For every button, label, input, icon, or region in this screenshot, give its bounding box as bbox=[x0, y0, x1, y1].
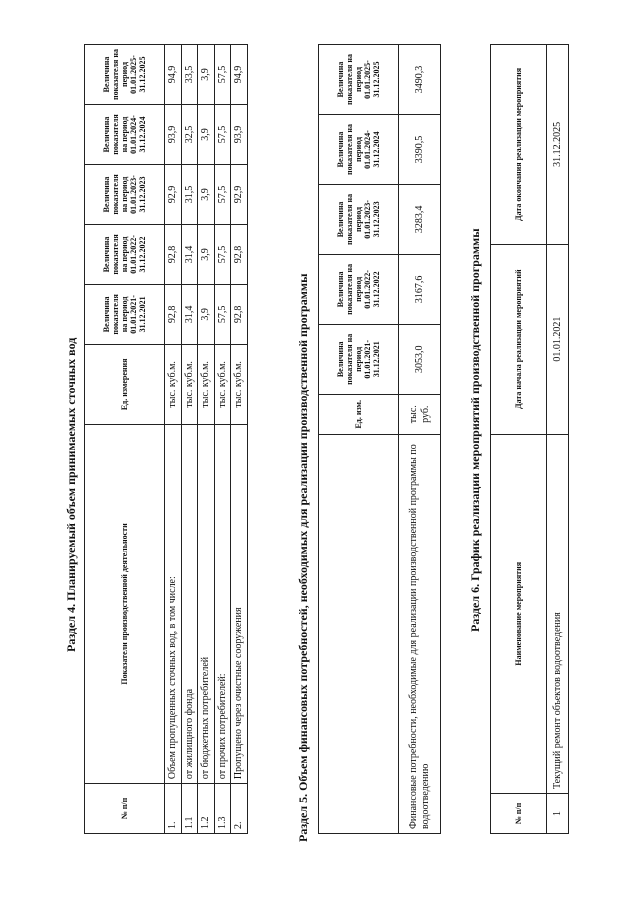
section6-header-row bbox=[491, 45, 547, 834]
row-unit: тыс. руб. bbox=[399, 394, 441, 434]
section6-table bbox=[490, 44, 569, 834]
value-2021: 92,8 bbox=[165, 284, 182, 344]
section5-table bbox=[318, 44, 441, 834]
value-2021: 3,9 bbox=[198, 284, 215, 344]
header-period-2022: Величина показателя на период 01.01.2022-31.12.2022 bbox=[319, 254, 399, 324]
header-period-2025: Величина показателя на период 01.01.2025-31.12.2025 bbox=[319, 45, 399, 115]
table-row bbox=[547, 45, 569, 834]
header-num: № п/п bbox=[85, 784, 165, 834]
value-2025: 57,5 bbox=[214, 45, 231, 105]
section4-table bbox=[84, 44, 248, 834]
value-2023: 57,5 bbox=[214, 164, 231, 224]
table-row bbox=[231, 45, 248, 834]
start-date: 01.01.2021 bbox=[547, 244, 569, 434]
row-unit: тыс. куб.м. bbox=[231, 344, 248, 424]
row-name: от жилищного фонда bbox=[181, 424, 198, 783]
section4-header-row bbox=[85, 45, 165, 834]
header-indicator: Показатели производственной деятельности bbox=[85, 424, 165, 783]
table-row bbox=[214, 45, 231, 834]
row-unit: тыс. куб.м. bbox=[181, 344, 198, 424]
table-row bbox=[399, 45, 441, 834]
row-name: от бюджетных потребителей bbox=[198, 424, 215, 783]
rotated-document-page bbox=[60, 22, 580, 882]
row-unit: тыс. куб.м. bbox=[214, 344, 231, 424]
row-num: 1. bbox=[165, 784, 182, 834]
value-2021: 3053,0 bbox=[399, 324, 441, 394]
value-2022: 57,5 bbox=[214, 224, 231, 284]
value-2022: 92,8 bbox=[165, 224, 182, 284]
header-period-2021: Величина показателя на период 01.01.2021-31.12.2021 bbox=[85, 284, 165, 344]
value-2022: 3167,6 bbox=[399, 254, 441, 324]
value-2025: 94,9 bbox=[231, 45, 248, 105]
value-2021: 31,4 bbox=[181, 284, 198, 344]
value-2022: 92,8 bbox=[231, 224, 248, 284]
header-period-2022: Величина показателя на период 01.01.2022-31.12.2022 bbox=[85, 224, 165, 284]
header-unit: Ед. измерения bbox=[85, 344, 165, 424]
header-blank bbox=[319, 434, 399, 833]
value-2022: 3,9 bbox=[198, 224, 215, 284]
value-2023: 92,9 bbox=[231, 164, 248, 224]
value-2022: 31,4 bbox=[181, 224, 198, 284]
section5-header-row bbox=[319, 45, 399, 834]
header-start-date: Дата начала реализации мероприятий bbox=[491, 244, 547, 434]
value-2023: 3,9 bbox=[198, 164, 215, 224]
row-unit: тыс. куб.м. bbox=[165, 344, 182, 424]
value-2023: 3283,4 bbox=[399, 184, 441, 254]
value-2025: 94,9 bbox=[165, 45, 182, 105]
table-row bbox=[198, 45, 215, 834]
value-2023: 31,5 bbox=[181, 164, 198, 224]
row-unit: тыс. куб.м. bbox=[198, 344, 215, 424]
value-2024: 57,5 bbox=[214, 105, 231, 165]
value-2024: 32,5 bbox=[181, 105, 198, 165]
end-date: 31.12.2025 bbox=[547, 45, 569, 245]
row-num: 2. bbox=[231, 784, 248, 834]
header-period-2021: Величина показателя на период 01.01.2021-31.12.2021 bbox=[319, 324, 399, 394]
row-num: 1.1 bbox=[181, 784, 198, 834]
value-2021: 92,8 bbox=[231, 284, 248, 344]
section4-heading: Раздел 4. Планируемый объем принимаемых сточных вод bbox=[64, 337, 78, 652]
row-name: Объем пропущенных сточных вод, в том числе: bbox=[165, 424, 182, 783]
value-2025: 3490,3 bbox=[399, 45, 441, 115]
value-2025: 33,5 bbox=[181, 45, 198, 105]
row-num: 1.2 bbox=[198, 784, 215, 834]
row-num: 1 bbox=[547, 794, 569, 834]
header-num: № п/п bbox=[491, 794, 547, 834]
table-row bbox=[181, 45, 198, 834]
header-period-2024: Величина показателя на период 01.01.2024-31.12.2024 bbox=[319, 115, 399, 185]
value-2023: 92,9 bbox=[165, 164, 182, 224]
header-period-2024: Величина показателя на период 01.01.2024-31.12.2024 bbox=[85, 105, 165, 165]
row-num: 1.3 bbox=[214, 784, 231, 834]
section5-heading: Раздел 5. Объем финансовых потребностей, необходимых для реализации производственной программы bbox=[296, 273, 310, 842]
header-unit: Ед. изм. bbox=[319, 394, 399, 434]
row-name: Финансовые потребности, необходимые для реализации производственной программы по водоотведению bbox=[399, 434, 441, 833]
header-end-date: Дата окончания реализации мероприятия bbox=[491, 45, 547, 245]
table-row bbox=[165, 45, 182, 834]
value-2025: 3,9 bbox=[198, 45, 215, 105]
row-name: от прочих потребителей: bbox=[214, 424, 231, 783]
section6-heading: Раздел 6. График реализации мероприятий производственной программы bbox=[468, 228, 482, 632]
header-period-2023: Величина показателя на период 01.01.2023-31.12.2023 bbox=[85, 164, 165, 224]
row-name: Текущий ремонт объектов водоотведения bbox=[547, 434, 569, 794]
value-2024: 3,9 bbox=[198, 105, 215, 165]
header-period-2023: Величина показателя на период 01.01.2023-31.12.2023 bbox=[319, 184, 399, 254]
value-2024: 3390,5 bbox=[399, 115, 441, 185]
value-2024: 93,9 bbox=[231, 105, 248, 165]
row-name: Пропущено через очистные сооружения bbox=[231, 424, 248, 783]
header-period-2025: Величина показателя на период 01.01.2025-31.12.2025 bbox=[85, 45, 165, 105]
value-2024: 93,9 bbox=[165, 105, 182, 165]
value-2021: 57,5 bbox=[214, 284, 231, 344]
header-name: Наименование мероприятия bbox=[491, 434, 547, 794]
